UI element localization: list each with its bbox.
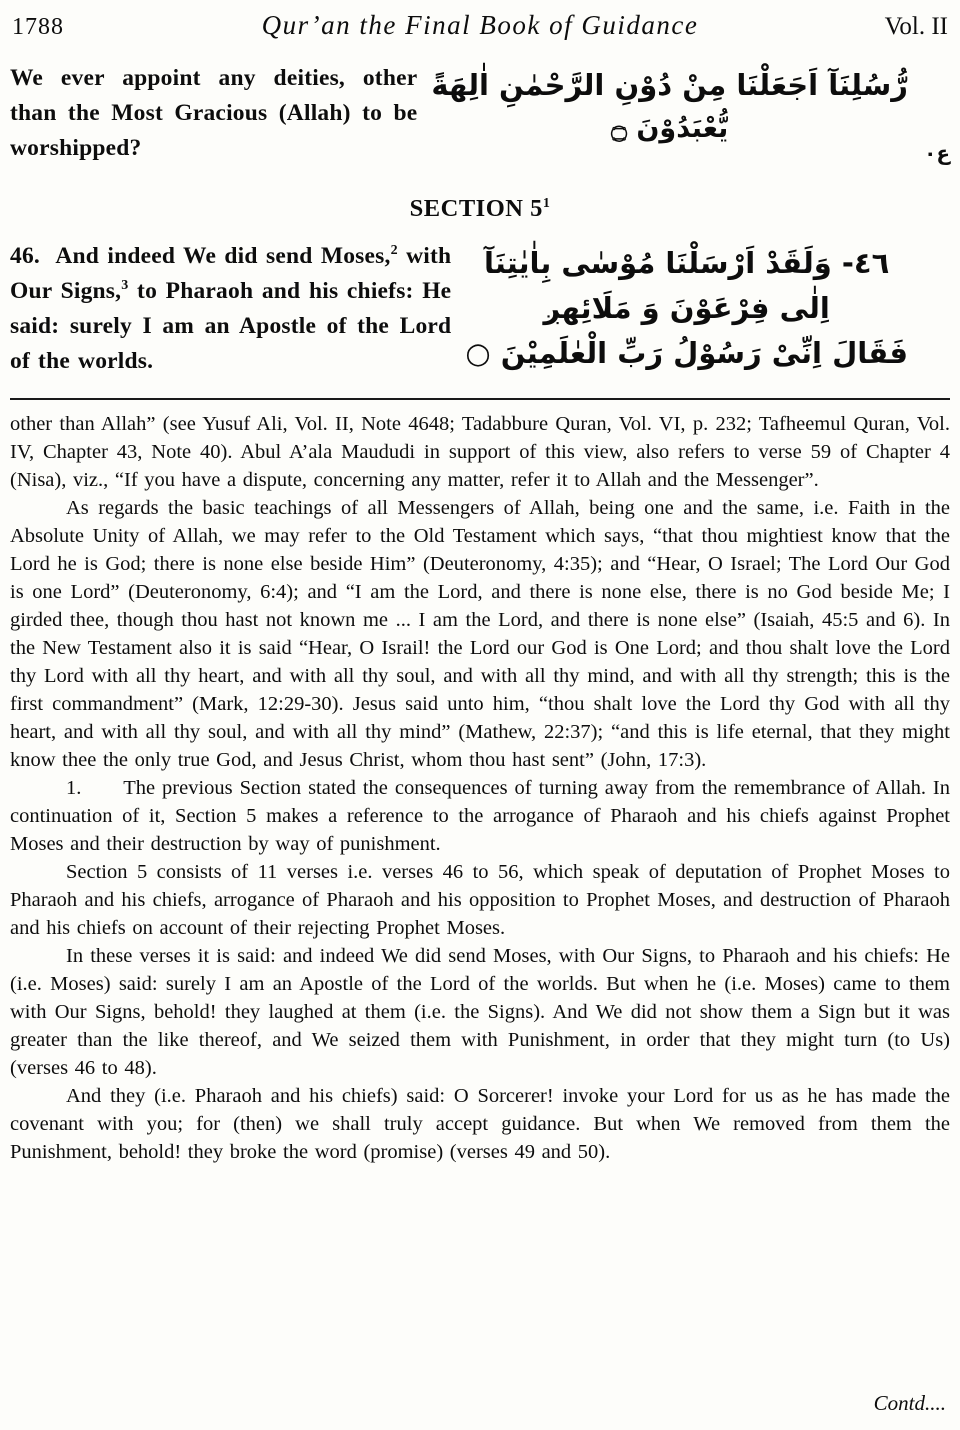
verse-45-english-translation: We ever appoint any deities, other than the Most Gracious (Allah) to be worshipped? (10, 65, 418, 161)
book-title: Qur’an the Final Book of Guidance (261, 10, 699, 40)
verse-46-arabic-text (451, 239, 950, 378)
volume-label: Vol. II (884, 13, 948, 40)
footnote-1-paragraph: 1. The previous Section stated the consequences of turning away from the remembrance of Allah. In continuation of it, Section 5 makes a reference to the arrogance of Pharaoh and his chiefs against Prophet Moses and their destruction by way of punishment. (10, 777, 950, 856)
page-number: 1788 (12, 14, 64, 40)
commentary-paragraph: Section 5 consists of 11 verses i.e. verses 46 to 56, which speak of deputation of Prophet Moses to Pharaoh and his chiefs, arrogance of Pharaoh and his opposition to Prophet Moses, and destruction of Pharaoh and his chiefs on account of their rejecting Prophet Moses. (10, 861, 950, 940)
arabic-line: ٤٦- وَلَقَدْ اَرْسَلْنَا مُوْسٰى بِاٰيٰتِنَآ (484, 246, 890, 281)
verse-46-block (10, 239, 950, 378)
verse-46-text-part: to Pharaoh and his chiefs: He said: surely I am an Apostle of the Lord of the worlds. (10, 278, 452, 374)
section-heading (10, 195, 950, 223)
section-title: SECTION 5 (409, 195, 543, 223)
verse-45-arabic-text (417, 61, 950, 165)
verse-46-english-translation (10, 239, 451, 378)
footnote-ref-2: 2 (390, 243, 398, 259)
continued-label: Contd.... (873, 1391, 946, 1415)
verse-46-text-part: 46. And indeed We did send Moses, (10, 243, 391, 270)
verse-46-text-part: with Our Signs, (10, 243, 452, 305)
commentary-section (10, 410, 950, 1166)
arabic-line: اِلٰى فِرْعَوْنَ وَ مَلَائِهږ (543, 291, 830, 326)
commentary-paragraph: And they (i.e. Pharaoh and his chiefs) said: O Sorcerer! invoke your Lord for us as he has made the covenant with you; for (then) we shall truly accept guidance. But when We removed from them the Punishment, behold! they broke the word (promise) (verses 49 and 50). (10, 1085, 950, 1164)
footnote-divider (10, 398, 950, 400)
commentary-paragraph: other than Allah” (see Yusuf Ali, Vol. II, Note 4648; Tadabbure Quran, Vol. VI, p. 232; Tafheemul Quran, Vol. IV, Chapter 43, Note 40). Abul A’ala Maududi in support of this view, also refers to verse 59 of Chapter 4 (Nisa), viz., “If you have a dispute, concerning any matter, refer it to Allah and the Messenger”. (10, 413, 950, 492)
arabic-line: فَقَالَ اِنِّىْ رَسُوْلُ رَبِّ الْعٰلَمِيْنَ ○ (465, 336, 908, 371)
commentary-paragraph: In these verses it is said: and indeed We did send Moses, with Our Signs, to Pharaoh and his chiefs: He (i.e. Moses) said: surely I am an Apostle of the Lord of the worlds. But when he (i.e. Moses) came to them with Our Signs, behold! they laughed at them (i.e. the Signs). And We did not show them a Sign but it was greater than the like thereof, and We seized them with Punishment, in order that they might turn (to Us) (verses 46 to 48). (10, 945, 950, 1080)
verse-45-block (10, 61, 950, 165)
ruku-marker: ع۰ (924, 141, 950, 165)
page-footer (874, 1391, 946, 1416)
arabic-line: يُّعْبَدُوْنَ ۝ (611, 112, 729, 144)
footnote-ref-3: 3 (121, 278, 129, 294)
section-footnote-ref: 1 (542, 196, 551, 212)
page-header (10, 8, 950, 45)
commentary-paragraph: As regards the basic teachings of all Messengers of Allah, being one and the same, i.e. Faith in the Absolute Unity of Allah, we may refer to the Old Testament which says, “that thou mightiest know that the Lord he is God; there is none else beside Him” (Deuteronomy, 4:35); and “Hear, O Israel; The Lord Our God is one Lord” (Deuteronomy, 6:4); and “I am the Lord, and there is none else, there is no God beside Me; I girded thee, though thou hast not known me ... I am the Lord, and there is none else” (Isaiah, 45:5 and 6). In the New Testament also it is said “Hear, O Israil! the Lord our God is One Lord; and thou shalt love the Lord thy Lord with all thy heart, and with all thy soul, and with all thy mind, and with all thy strength; this is the first commandment” (Mark, 12:29-30). Jesus said unto him, “thou shalt love the Lord thy God with all thy heart, and with all thy soul, and with all thy mind” (Mathew, 22:37); “and this is life eternal, that they might know thee the only true God, and Jesus Christ, whom thou hast sent” (John, 17:3). (10, 497, 950, 772)
arabic-line: رُّسُلِنَآ اَجَعَلْنَا مِنْ دُوْنِ الرَّحْمٰنِ اٰلِهَةً (431, 68, 908, 102)
